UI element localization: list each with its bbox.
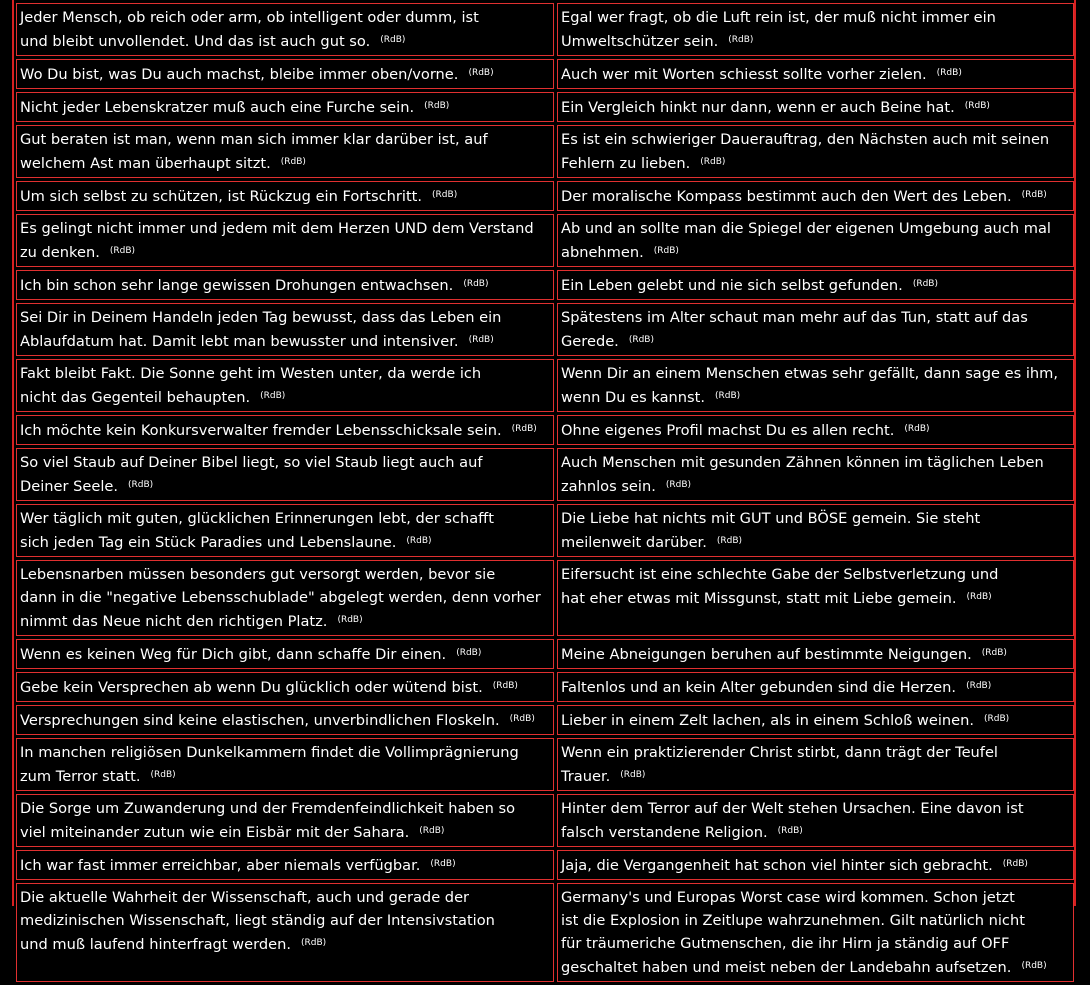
quote-text: Ich möchte kein Konkursverwalter fremder Lebensschicksale sein.: [20, 422, 502, 439]
quote-cell-left: [16, 181, 554, 211]
quote-text: Um sich selbst zu schützen, ist Rückzug ein Fortschritt.: [20, 188, 423, 205]
quote-row: [16, 738, 1074, 791]
quote-text: Die Liebe hat nichts mit GUT und BÖSE gemein. Sie steht meilenweit darüber.: [561, 510, 981, 551]
quote-table-body: [16, 3, 1074, 982]
quote-text: Sei Dir in Deinem Handeln jeden Tag bewusst, dass das Leben ein Ablaufdatum hat. Damit lebt man bewusster und intensiver.: [20, 309, 502, 350]
author-signature: (RdB): [509, 714, 535, 724]
author-signature: (RdB): [981, 648, 1007, 658]
quote-cell-right: [557, 303, 1074, 356]
quote-text: Wenn ein praktizierender Christ stirbt, dann trägt der Teufel Trauer.: [561, 744, 998, 785]
author-signature: (RdB): [964, 101, 990, 111]
quote-cell-right: [557, 672, 1074, 702]
quote-cell-left: [16, 59, 554, 89]
quote-cell-left: [16, 448, 554, 501]
quote-text: Wenn es keinen Weg für Dich gibt, dann schaffe Dir einen.: [20, 646, 447, 663]
author-signature: (RdB): [728, 35, 754, 45]
quote-cell-right: [557, 705, 1074, 735]
quote-text: Es gelingt nicht immer und jedem mit dem Herzen UND dem Verstand zu denken.: [20, 220, 534, 261]
quote-cell-left: [16, 3, 554, 56]
author-signature: (RdB): [337, 615, 363, 625]
quote-text: Auch wer mit Worten schiesst sollte vorher zielen.: [561, 66, 927, 83]
author-signature: (RdB): [1021, 190, 1047, 200]
quote-text: Ein Leben gelebt und nie sich selbst gefunden.: [561, 277, 903, 294]
quote-cell-right: [557, 850, 1074, 880]
quote-row: [16, 794, 1074, 847]
quote-cell-left: [16, 639, 554, 669]
quote-cell-right: [557, 59, 1074, 89]
quote-row: [16, 92, 1074, 122]
quote-row: [16, 3, 1074, 56]
quote-table: [13, 0, 1077, 985]
quote-row: [16, 270, 1074, 300]
author-signature: (RdB): [424, 101, 450, 111]
quote-text: Wer täglich mit guten, glücklichen Erinnerungen lebt, der schafft sich jeden Tag ein Stück Paradies und Lebenslaune.: [20, 510, 494, 551]
quote-row: [16, 59, 1074, 89]
quote-cell-right: [557, 125, 1074, 178]
quote-cell-left: [16, 672, 554, 702]
quote-cell-right: [557, 504, 1074, 557]
author-signature: (RdB): [777, 826, 803, 836]
author-signature: (RdB): [700, 157, 726, 167]
quote-text: Ab und an sollte man die Spiegel der eigenen Umgebung auch mal abnehmen.: [561, 220, 1051, 261]
author-signature: (RdB): [904, 424, 930, 434]
quote-text: Meine Abneigungen beruhen auf bestimmte Neigungen.: [561, 646, 972, 663]
quote-text: Hinter dem Terror auf der Welt stehen Ursachen. Eine davon ist falsch verstandene Religion.: [561, 800, 1024, 841]
quote-cell-right: [557, 214, 1074, 267]
quote-row: [16, 639, 1074, 669]
quote-cell-left: [16, 214, 554, 267]
quote-row: [16, 448, 1074, 501]
author-signature: (RdB): [511, 424, 537, 434]
author-signature: (RdB): [406, 536, 432, 546]
quote-row: [16, 672, 1074, 702]
author-signature: (RdB): [109, 246, 136, 256]
quote-row: [16, 560, 1074, 636]
quote-text: Eifersucht ist eine schlechte Gabe der Selbstverletzung und hat eher etwas mit Missgunst, statt mit Liebe gemein.: [561, 566, 999, 607]
quote-text: Die Sorge um Zuwanderung und der Fremdenfeindlichkeit haben so viel miteinander zutun wie ein Eisbär mit der Sahara.: [20, 800, 516, 841]
quote-text: Es ist ein schwieriger Dauerauftrag, den Nächsten auch mit seinen Fehlern zu lieben.: [561, 131, 1050, 172]
quote-text: Fakt bleibt Fakt. Die Sonne geht im Westen unter, da werde ich nicht das Gegenteil behaupten.: [20, 365, 482, 406]
author-signature: (RdB): [628, 335, 654, 345]
quote-row: [16, 359, 1074, 412]
quote-text: Gut beraten ist man, wenn man sich immer klar darüber ist, auf welchem Ast man überhaupt sitzt.: [20, 131, 488, 172]
quote-cell-left: [16, 303, 554, 356]
quote-cell-right: [557, 3, 1074, 56]
quote-text: Wenn Dir an einem Menschen etwas sehr gefällt, dann sage es ihm, wenn Du es kannst.: [561, 365, 1059, 406]
quote-text: Versprechungen sind keine elastischen, unverbindlichen Floskeln.: [20, 712, 500, 729]
quote-cell-right: [557, 883, 1074, 982]
quote-row: [16, 883, 1074, 982]
author-signature: (RdB): [456, 648, 482, 658]
quote-cell-right: [557, 794, 1074, 847]
quote-text: Germany's und Europas Worst case wird kommen. Schon jetzt ist die Explosion in Zeitlupe wahrzunehmen. Gilt natürlich nicht für träumeriche Gutmenschen, die ihr Hirn ja ständig auf OFF geschaltet haben und meist neben der Landebahn aufsetzen.: [561, 889, 1025, 976]
author-signature: (RdB): [912, 279, 938, 289]
quote-text: Lieber in einem Zelt lachen, als in einem Schloß weinen.: [561, 712, 975, 729]
quote-text: Die aktuelle Wahrheit der Wissenschaft, auch und gerade der medizinischen Wissenschaft, liegt ständig auf der Intensivstation und muß laufend hinterfragt werden.: [20, 889, 495, 953]
author-signature: (RdB): [260, 391, 286, 401]
quote-cell-left: [16, 270, 554, 300]
quote-cell-left: [16, 738, 554, 791]
quote-row: [16, 303, 1074, 356]
quote-cell-right: [557, 639, 1074, 669]
quote-cell-right: [557, 560, 1074, 636]
quote-text: Nicht jeder Lebenskratzer muß auch eine Furche sein.: [20, 99, 415, 116]
quote-text: Wo Du bist, was Du auch machst, bleibe immer oben/vorne.: [20, 66, 459, 83]
quote-row: [16, 850, 1074, 880]
quote-text: Ich bin schon sehr lange gewissen Drohungen entwachsen.: [20, 277, 454, 294]
quote-table-frame: [12, 0, 1076, 976]
quote-cell-right: [557, 415, 1074, 445]
quote-text: In manchen religiösen Dunkelkammern findet die Vollimprägnierung zum Terror statt.: [20, 744, 519, 785]
author-signature: (RdB): [620, 770, 646, 780]
quote-text: Ohne eigenes Profil machst Du es allen recht.: [561, 422, 895, 439]
author-signature: (RdB): [380, 35, 406, 45]
quote-cell-left: [16, 415, 554, 445]
author-signature: (RdB): [419, 826, 445, 836]
author-signature: (RdB): [492, 681, 518, 691]
quote-cell-left: [16, 883, 554, 982]
quote-text: Ich war fast immer erreichbar, aber niemals verfügbar.: [20, 857, 421, 874]
author-signature: (RdB): [430, 859, 456, 869]
author-signature: (RdB): [715, 391, 741, 401]
author-signature: (RdB): [128, 480, 154, 490]
quote-cell-right: [557, 448, 1074, 501]
quote-text: Der moralische Kompass bestimmt auch den Wert des Leben.: [561, 188, 1012, 205]
quote-row: [16, 415, 1074, 445]
author-signature: (RdB): [966, 592, 992, 602]
quote-text: Gebe kein Versprechen ab wenn Du glücklich oder wütend bist.: [20, 679, 483, 696]
quote-cell-left: [16, 560, 554, 636]
quote-cell-right: [557, 359, 1074, 412]
author-signature: (RdB): [463, 279, 489, 289]
author-signature: (RdB): [966, 681, 992, 691]
author-signature: (RdB): [1021, 961, 1047, 971]
author-signature: (RdB): [150, 770, 176, 780]
quote-cell-left: [16, 850, 554, 880]
author-signature: (RdB): [665, 480, 692, 490]
quote-row: [16, 504, 1074, 557]
quote-cell-right: [557, 92, 1074, 122]
quote-text: Auch Menschen mit gesunden Zähnen können im täglichen Leben zahnlos sein.: [561, 454, 1044, 495]
quote-row: [16, 181, 1074, 211]
author-signature: (RdB): [984, 714, 1010, 724]
author-signature: (RdB): [468, 335, 494, 345]
author-signature: (RdB): [468, 68, 494, 78]
quote-cell-left: [16, 794, 554, 847]
quote-cell-left: [16, 359, 554, 412]
quote-text: Lebensnarben müssen besonders gut versorgt werden, bevor sie dann in die "negative Lebensschublade" abgelegt werden, denn vorher nimmt das Neue nicht den richtigen Platz.: [20, 566, 541, 630]
author-signature: (RdB): [300, 938, 327, 948]
author-signature: (RdB): [432, 190, 458, 200]
quote-text: So viel Staub auf Deiner Bibel liegt, so viel Staub liegt auch auf Deiner Seele.: [20, 454, 483, 495]
author-signature: (RdB): [280, 157, 306, 167]
quote-text: Jaja, die Vergangenheit hat schon viel hinter sich gebracht.: [561, 857, 993, 874]
quote-text: Egal wer fragt, ob die Luft rein ist, der muß nicht immer ein Umweltschützer sein.: [561, 9, 996, 50]
quote-text: Ein Vergleich hinkt nur dann, wenn er auch Beine hat.: [561, 99, 955, 116]
author-signature: (RdB): [653, 246, 679, 256]
quote-row: [16, 125, 1074, 178]
quote-cell-left: [16, 92, 554, 122]
author-signature: (RdB): [716, 536, 743, 546]
quote-row: [16, 214, 1074, 267]
quote-text: Jeder Mensch, ob reich oder arm, ob intelligent oder dumm, ist und bleibt unvollendet. Und das ist auch gut so.: [20, 9, 479, 50]
quote-cell-left: [16, 125, 554, 178]
quote-row: [16, 705, 1074, 735]
quote-cell-right: [557, 738, 1074, 791]
quote-cell-right: [557, 270, 1074, 300]
author-signature: (RdB): [936, 68, 962, 78]
quote-cell-left: [16, 705, 554, 735]
quote-text: Faltenlos und an kein Alter gebunden sind die Herzen.: [561, 679, 957, 696]
quote-cell-right: [557, 181, 1074, 211]
quote-text: Spätestens im Alter schaut man mehr auf das Tun, statt auf das Gerede.: [561, 309, 1028, 350]
author-signature: (RdB): [1002, 859, 1028, 869]
quote-cell-left: [16, 504, 554, 557]
